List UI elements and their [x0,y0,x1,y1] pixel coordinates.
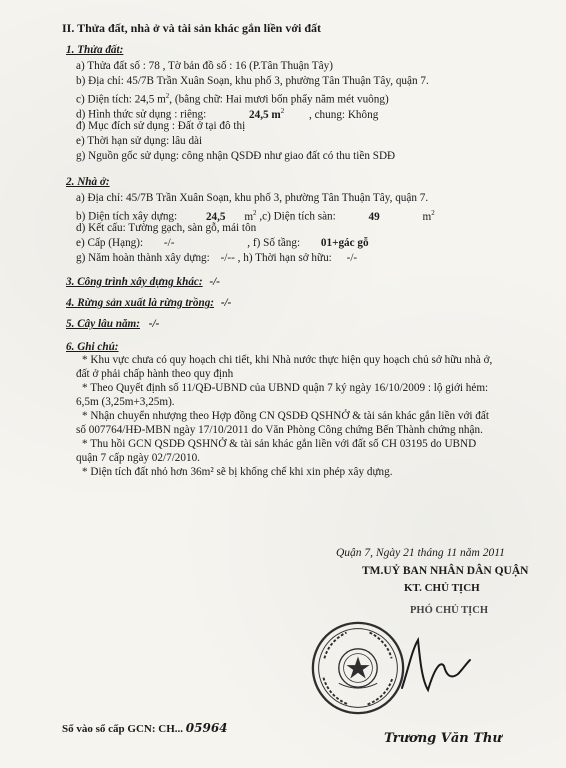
other-construction: 3. Công trình xây dựng khác: -/- [66,276,220,288]
registry-number: Số vào sổ cấp GCN: CH... 05964 [62,721,228,735]
note-line: đất ở phải chấp hành theo quy định [76,368,234,380]
note-line: * Khu vực chưa có quy hoạch chi tiết, khi Nhà nước thực hiện quy hoạch chủ sở hữu nhà ở, [82,354,493,366]
note-line: quận 7 cấp ngày 02/7/2010. [76,452,200,464]
note-line: 6,5m (3,25m+3,25m). [76,396,175,408]
perennial-trees: 5. Cây lâu năm: -/- [66,318,160,330]
land-purpose: đ) Mục đích sử dụng : Đất ở tại đô thị [76,120,246,132]
issuing-org: TM.UỶ BAN NHÂN DÂN QUẬN [362,565,529,577]
land-term: e) Thời hạn sử dụng: lâu dài [76,135,203,147]
land-address: b) Địa chỉ: 45/7B Trần Xuân Soạn, khu phố 3, phường Tân Thuận Tây, quận 7. [76,75,429,87]
note-line: * Thu hồi GCN QSDĐ QSHNỞ & tài sản khác gắn liền với đất số CH 03195 do UBND [82,438,477,450]
note-line: * Nhận chuyển nhượng theo Hợp đồng CN QSDĐ QSHNỞ & tài sản khác gắn liền với đất [82,410,489,422]
land-area: c) Diện tích: 24,5 $m^2$, (bằng chữ: Hai mươi bốn phẩy năm mét vuông) [76,92,389,106]
handwritten-signature [398,630,478,700]
notes-title: 6. Ghi chú: [66,341,119,353]
house-grade: e) Cấp (Hạng): -/- , f) Số tầng: 01+gác gỗ [76,237,369,249]
land-origin: g) Nguồn gốc sử dụng: công nhận QSDĐ như giao đất có thu tiền SDĐ [76,150,396,162]
land-parcel: a) Thửa đất số : 78 , Tờ bản đồ số : 16 (P.Tân Thuận Tây) [76,60,333,72]
note-line: * Theo Quyết định số 11/QĐ-UBND của UBND quận 7 ký ngày 16/10/2009 : lộ giới hẻm: [82,382,489,394]
signer-name: Trương Văn Thư [384,731,502,746]
house-address: a) Địa chỉ: 45/7B Trần Xuân Soạn, khu phố 3, phường Tân Thuận Tây, quận 7. [76,192,429,204]
house-area: b) Diện tích xây dựng: 24,5 $m^2$ ,c) Diện tích sàn: 49 $m^2$ [76,209,435,223]
land-usage-form: d) Hình thức sử dụng : riêng: 24,5 $m^2$ , chung: Không [76,107,379,121]
house-structure: d) Kết cấu: Tường gạch, sàn gỗ, mái tôn [76,222,257,234]
note-line: * Diện tích đất nhỏ hơn 36m² sẽ bị khống chế khi xin phép xây dựng. [82,466,393,478]
land-title: 1. Thửa đất: [66,44,124,56]
note-line: số 007764/HĐ-MBN ngày 17/10/2011 do Văn Phòng Công chứng Bến Thành chứng nhận. [76,424,483,436]
issue-date: Quận 7, Ngày 21 tháng 11 năm 2011 [336,547,505,559]
house-year: g) Năm hoàn thành xây dựng: -/-- , h) Thời hạn sở hữu: -/- [76,252,358,264]
official-seal [310,620,406,716]
signer-role: KT. CHỦ TỊCH [404,582,480,594]
house-title: 2. Nhà ở: [66,176,110,188]
production-forest: 4. Rừng sản xuất là rừng trồng: -/- [66,297,232,309]
vice-chairman-title: PHÓ CHỦ TỊCH [410,605,488,616]
section-header: II. Thửa đất, nhà ở và tài sản khác gắn liền với đất [62,21,322,35]
